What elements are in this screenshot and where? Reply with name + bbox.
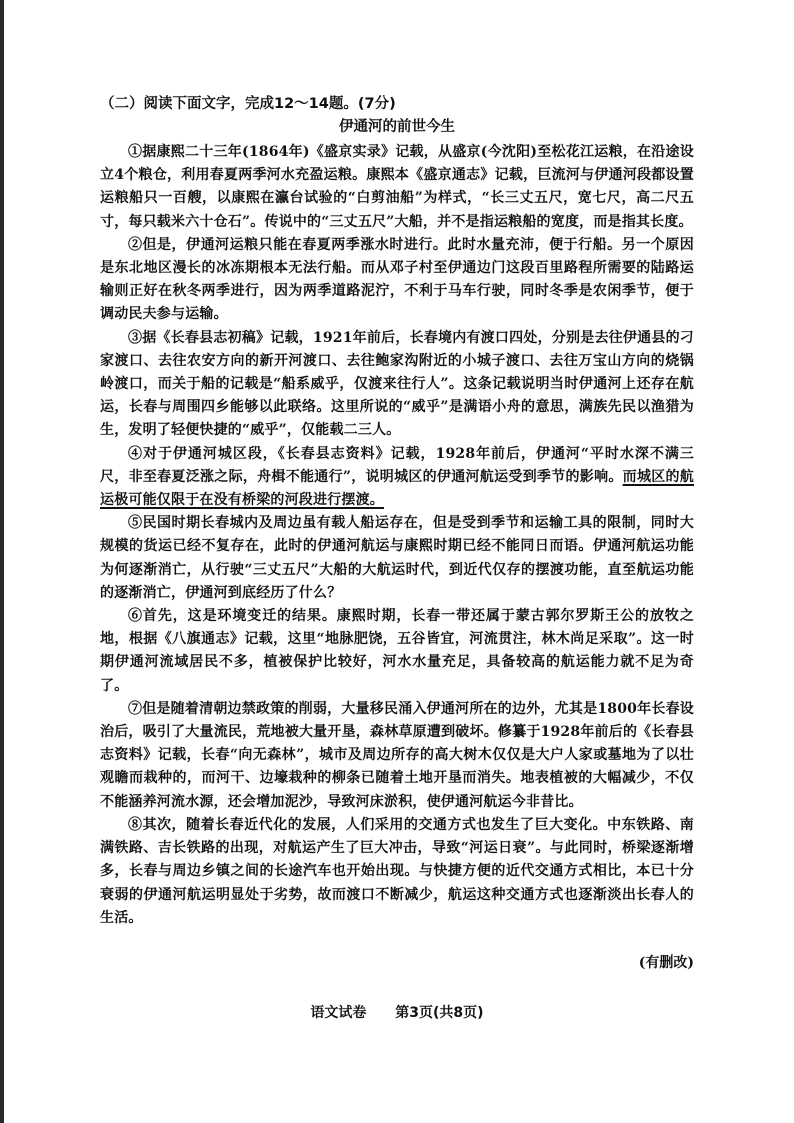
paragraph-3: ③据《长春县志初稿》记载，1921年前后，长春境内有渡口四处，分别是去往伊通县的刁家渡口、去往农安方向的新开河渡口、去往鲍家沟附近的小城子渡口、去往万宝山方向的烧锅岭渡口，而关于船的记载是“船系威乎，仅渡来往行人”。这条记载说明当时伊通河上还存在航运，长春与周围四乡能够以此联络。这里所说的“威乎”是满语小舟的意思，满族先民以渔猎为生，发明了轻便快捷的“威乎”，仅能载二三人。 bbox=[100, 329, 694, 439]
section-heading: （二）阅读下面文字，完成12～14题。(7分) bbox=[100, 96, 396, 112]
footer-page-number: 第3页(共8页) bbox=[395, 1005, 484, 1021]
paragraph-5: ⑤民国时期长春城内及周边虽有载人船运存在，但是受到季节和运输工具的限制，同时大规模的货运已经不复存在，此时的伊通河航运与康熙时期已经不能同日而语。伊通河航运功能为何逐渐消亡，从行驶“三丈五尺”大船的大航运时代，到近代仅存的摆渡功能，直至航运功能的逐渐消亡，伊通河到底经历了什么？ bbox=[100, 515, 694, 601]
article-title: 伊通河的前世今生 bbox=[339, 118, 455, 135]
page-footer bbox=[0, 1002, 794, 1022]
paragraph-4 bbox=[100, 443, 694, 513]
source-note: (有删改) bbox=[638, 955, 694, 971]
paragraph-4-text: ④对于伊通河城区段，《长春县志资料》记载，1928年前后，伊通河“平时水深不满三尺，非至春夏泛涨之际，舟楫不能通行”，说明城区的伊通河航运受到季节的影响。 bbox=[100, 445, 694, 485]
paragraph-2: ②但是，伊通河运粮只能在春夏两季涨水时进行。此时水量充沛，便于行船。另一个原因是东北地区漫长的冰冻期根本无法行船。而从邓子村至伊通边门这段百里路程所需要的陆路运输则正好在秋冬两季进行，因为两季道路泥泞，不利于马车行驶，同时冬季是农闲季节，便于调动民夫参与运输。 bbox=[100, 236, 694, 323]
paragraph-7: ⑦但是随着清朝边禁政策的削弱，大量移民涌入伊通河所在的边外，尤其是1800年长春设治后，吸引了大量流民，荒地被大量开垦，森林草原遭到破坏。修纂于1928年前后的《长春县志资料》记载，长春“向无森林”，城市及周边所存的高大树木仅仅是大户人家或墓地为了以壮观瞻而栽种的，而河干、边壕栽种的柳条已随着土地开垦而消失。地表植被的大幅减少，不仅不能涵养河流水源，还会增加泥沙，导致河床淤积，使伊通河航运今非昔比。 bbox=[100, 700, 694, 810]
paragraph-8: ⑧其次，随着长春近代化的发展，人们采用的交通方式也发生了巨大变化。中东铁路、南满铁路、吉长铁路的出现，对航运产生了巨大冲击，导致“河运日衰”。与此同时，桥梁逐渐增多，长春与周边乡镇之间的长途汽车也开始出现。与快捷方便的近代交通方式相比，本已十分衰弱的伊通河航运明显处于劣势，故而渡口不断减少，航运这种交通方式也逐渐淡出长春人的生活。 bbox=[100, 816, 694, 926]
scan-edge bbox=[0, 0, 4, 1123]
paragraph-6: ⑥首先，这是环境变迁的结果。康熙时期，长春一带还属于蒙古郭尔罗斯王公的放牧之地，根据《八旗通志》记载，这里“地脉肥饶，五谷皆宜，河流贯注，林木尚足采取”。这一时期伊通河流域居民不多，植被保护比较好，河水水量充足，具备较高的航运能力就不足为奇了。 bbox=[100, 608, 694, 694]
underlined-sentence: 而城区的航运极可能仅限于在没有桥梁的河段进行摆渡。 bbox=[100, 468, 695, 509]
exam-page-content bbox=[100, 94, 694, 932]
paragraph-1: ①据康熙二十三年(1864年)《盛京实录》记载，从盛京(今沈阳)至松花江运粮，在沿途设立4个粮仓，利用春夏两季河水充盈运粮。康熙本《盛京通志》记载，巨流河与伊通河段都设置运粮船只一百艘，以康熙在瀛台试验的“白剪油船”为样式，“长三丈五尺，宽七尺，高二尺五寸，每只载米六十仓石”。传说中的“三丈五尺”大船，并不是指运粮船的宽度，而是指其长度。 bbox=[100, 144, 694, 230]
footer-subject: 语文试卷 bbox=[310, 1005, 367, 1021]
